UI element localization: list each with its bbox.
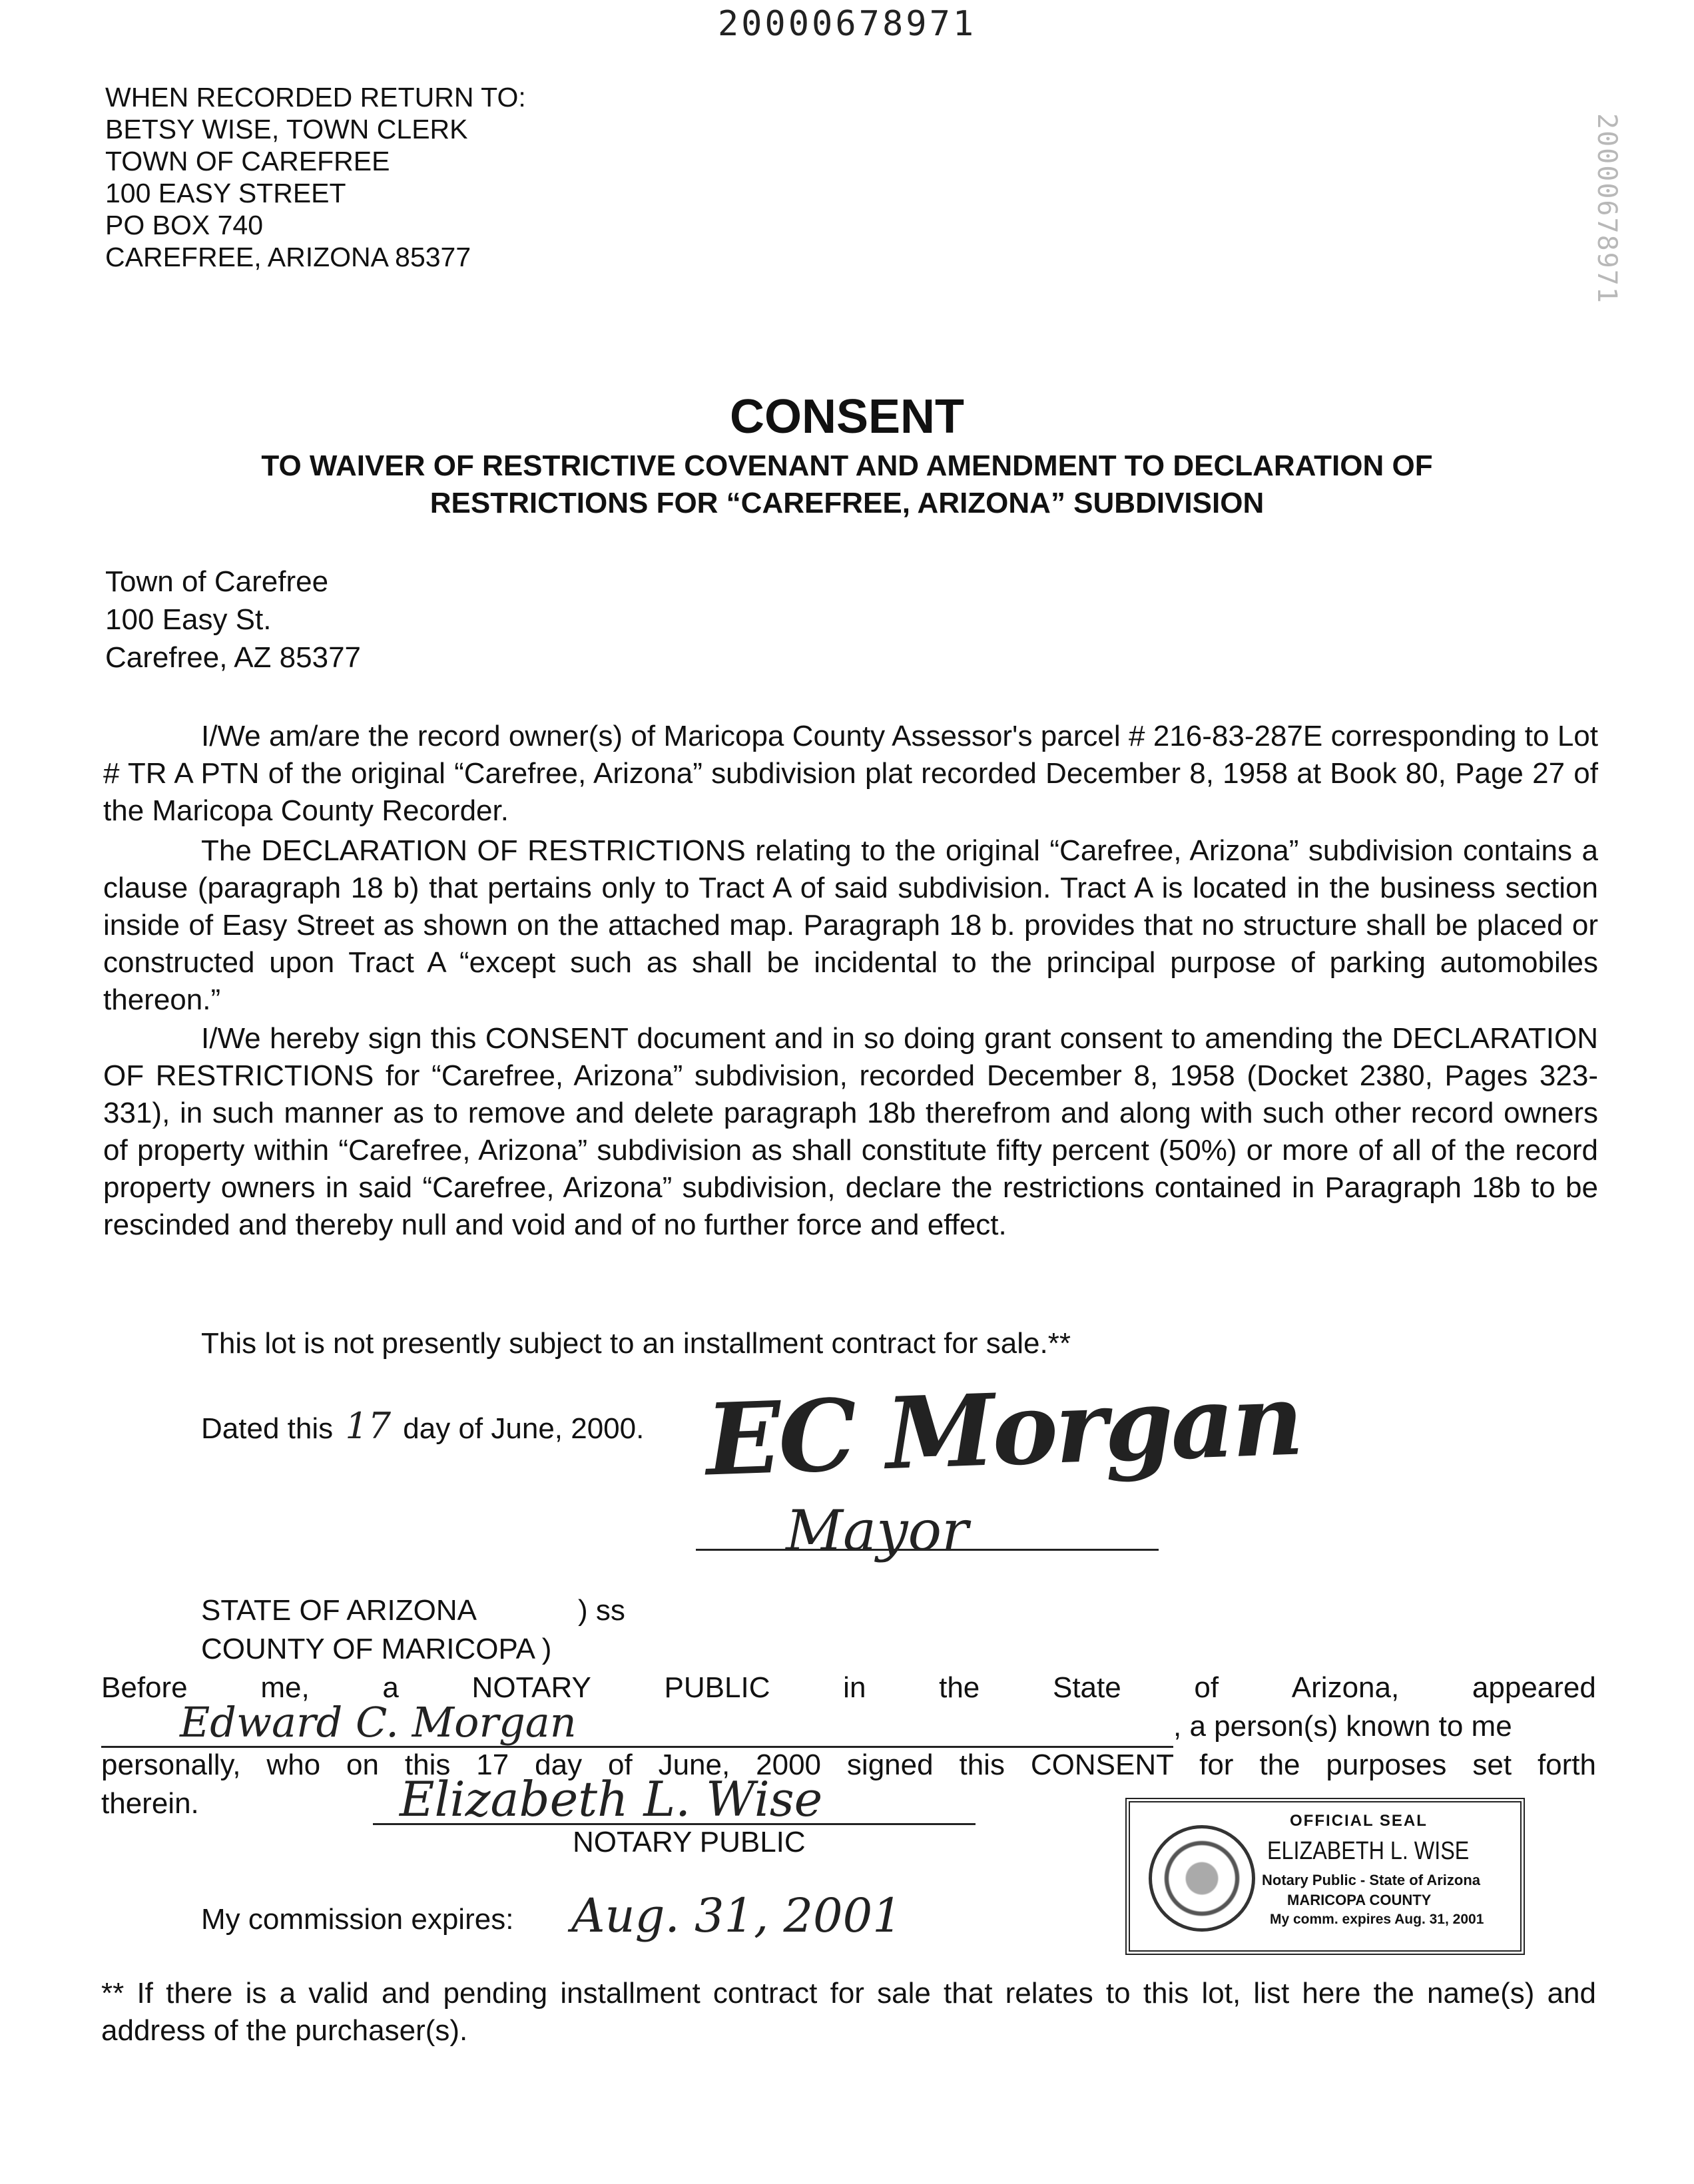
dated-prefix: Dated this (201, 1412, 334, 1445)
mayor-signature-line (696, 1549, 1159, 1551)
notary-word: me, (260, 1671, 310, 1704)
notary-public-label: NOTARY PUBLIC (573, 1826, 806, 1858)
footnote: ** If there is a valid and pending installment contract for sale that relates to this lot, list here the name(s) and address of the purchaser(s). (101, 1977, 1596, 2047)
appeared-name-handwritten: Edward C. Morgan (180, 1698, 577, 1747)
notary-word: the (939, 1671, 980, 1704)
venue-county: COUNTY OF MARICOPA ) (201, 1633, 552, 1665)
installment-statement: This lot is not presently subject to an installment contract for sale.** (201, 1327, 1071, 1360)
recording-number: 20000678971 (717, 4, 977, 44)
paragraph-declaration (103, 832, 1598, 1019)
paragraph-text: I/We am/are the record owner(s) of Maricopa County Assessor's parcel # 216-83-287E corresponding to Lot # TR A PTN of the original “Carefree, Arizona” subdivision plat recorded December 8, 1958 at Book 80, Page 27 of the Maricopa County Recorder. (103, 720, 1598, 827)
return-address-line: CAREFREE, ARIZONA 85377 (105, 242, 471, 272)
dated-line (201, 1405, 644, 1447)
owner-address-line: Carefree, AZ 85377 (105, 641, 362, 674)
return-address-line: PO BOX 740 (105, 210, 264, 240)
return-address-heading: WHEN RECORDED RETURN TO: (105, 82, 526, 113)
notary-word: PUBLIC (664, 1671, 770, 1704)
notary-word: of (1194, 1671, 1219, 1704)
commission-date-handwritten: Aug. 31, 2001 (571, 1888, 902, 1943)
paragraph-text: The DECLARATION OF RESTRICTIONS relating to the original “Carefree, Arizona” subdivision contains a clause (paragraph 18 b) that pertains only to Tract A of said subdivision. Tract A is located in the business section inside of Easy Street as shown on the attached map. Paragraph 18 b. provides that no structure shall be placed or constructed upon Tract A “except such as shall be incidental to the principal purpose of parking automobiles thereon.” (103, 834, 1598, 1016)
seal-county: MARICOPA COUNTY (1287, 1892, 1432, 1908)
mayor-signature: EC Morgan (704, 1361, 1303, 1498)
venue-ss: ) ss (578, 1594, 625, 1627)
owner-address-block (105, 563, 361, 677)
side-recording-stamp: 20000678971 (1591, 113, 1622, 304)
notary-line-3: personally, who on this 17 day of June, 2000 signed this CONSENT for the purposes set forth (101, 1749, 1596, 1781)
notary-word: a (382, 1671, 399, 1704)
notary-seal-stamp (1125, 1798, 1525, 1955)
notary-signature: Elizabeth L. Wise (400, 1771, 823, 1827)
document-subtitle (0, 447, 1694, 522)
commission-expires-label: My commission expires: (201, 1903, 514, 1936)
notary-word: NOTARY (471, 1671, 591, 1704)
document-title: CONSENT (729, 390, 965, 443)
notary-word: State (1052, 1671, 1121, 1704)
seal-notary-state: Notary Public - State of Arizona (1262, 1872, 1481, 1888)
seal-expiration: My comm. expires Aug. 31, 2001 (1270, 1912, 1484, 1927)
notary-word: appeared (1472, 1671, 1596, 1704)
notary-signature-line (373, 1823, 976, 1825)
seal-notary-name: ELIZABETH L. WISE (1267, 1837, 1470, 1865)
owner-address-line: 100 Easy St. (105, 603, 272, 636)
return-address-line: 100 EASY STREET (105, 178, 346, 208)
notary-word: Before (101, 1671, 188, 1704)
state-seal-icon (1149, 1825, 1255, 1932)
return-address-block (105, 81, 526, 273)
therein-text: therein. (101, 1787, 199, 1820)
subtitle-line: RESTRICTIONS FOR “CAREFREE, ARIZONA” SUBDIVISION (429, 487, 1265, 519)
paragraph-text: I/We hereby sign this CONSENT document and in so doing grant consent to amending the DECLARATION OF RESTRICTIONS for “Carefree, Arizona” subdivision, recorded December 8, 1958 (Docket 2380, Pages 323-331), in such manner as to remove and delete paragraph 18b therefrom and along with such other record owners of property within “Carefree, Arizona” subdivision as shall constitute fifty percent (50%) or more of all of the record property owners in said “Carefree, Arizona” subdivision, declare the restrictions contained in Paragraph 18b to be rescinded and thereby null and void and of no further force and effect. (103, 1022, 1598, 1241)
return-address-line: TOWN OF CAREFREE (105, 146, 390, 176)
venue-state: STATE OF ARIZONA (201, 1594, 477, 1627)
return-address-line: BETSY WISE, TOWN CLERK (105, 114, 468, 144)
appeared-name-line (101, 1746, 1173, 1748)
mayor-title-handwritten: Mayor (786, 1498, 969, 1563)
notary-word: in (843, 1671, 866, 1704)
notary-word: Arizona, (1291, 1671, 1400, 1704)
dated-suffix: day of June, 2000. (403, 1412, 645, 1445)
seal-heading: OFFICIAL SEAL (1290, 1812, 1428, 1830)
known-to-me-text: , a person(s) known to me (1173, 1710, 1512, 1743)
paragraph-consent (103, 1020, 1598, 1244)
dated-day-handwritten: 17 (345, 1405, 392, 1447)
subtitle-line: TO WAIVER OF RESTRICTIVE COVENANT AND AMENDMENT TO DECLARATION OF (261, 449, 1433, 482)
paragraph-ownership (103, 718, 1598, 830)
owner-address-line: Town of Carefree (105, 565, 329, 598)
